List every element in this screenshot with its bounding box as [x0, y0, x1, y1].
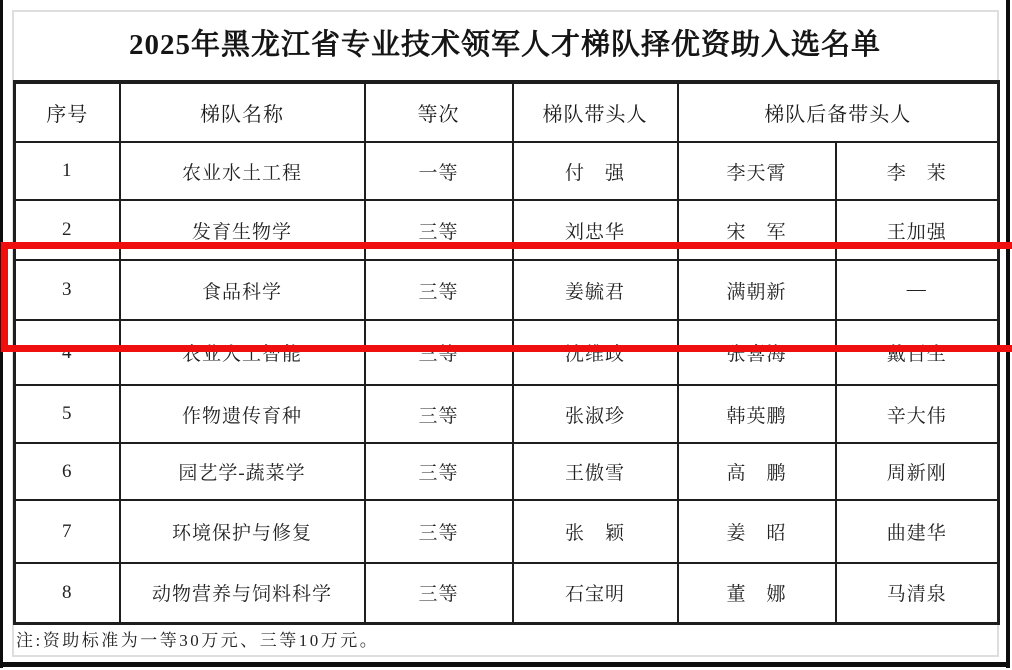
team-name: 发育生物学	[120, 200, 365, 260]
reserve-leader-2: —	[836, 260, 999, 320]
leader: 张淑珍	[513, 385, 678, 443]
row-index: 7	[15, 500, 120, 563]
grade: 三等	[365, 260, 513, 320]
funding-note: 注:资助标准为一等30万元、三等10万元。	[16, 631, 380, 650]
team-name: 园艺学-蔬菜学	[120, 443, 365, 500]
red-highlight-box	[1, 242, 1012, 352]
table-row	[15, 443, 999, 500]
grade: 三等	[365, 563, 513, 623]
team-name: 农业人工智能	[120, 320, 365, 385]
reserve-leader-2: 马清泉	[836, 563, 999, 623]
row-index: 2	[15, 200, 120, 260]
reserve-leader-2: 曲建华	[836, 500, 999, 563]
header-index: 序号	[15, 82, 120, 142]
table-row	[15, 500, 999, 563]
header-reserve-leaders: 梯队后备带头人	[678, 82, 999, 142]
reserve-leader-1: 满朝新	[678, 260, 836, 320]
row-index: 6	[15, 443, 120, 500]
grade: 三等	[365, 500, 513, 563]
reserve-leader-1: 韩英鹏	[678, 385, 836, 443]
row-index: 8	[15, 563, 120, 623]
row-index: 4	[15, 320, 120, 385]
reserve-leader-1: 姜 昭	[678, 500, 836, 563]
reserve-leader-1: 张喜海	[678, 320, 836, 385]
reserve-leader-2: 李 茉	[836, 142, 999, 200]
team-name: 农业水土工程	[120, 142, 365, 200]
header-leader: 梯队带头人	[513, 82, 678, 142]
team-name: 动物营养与饲料科学	[120, 563, 365, 623]
talent-roster-table	[13, 80, 1000, 625]
table-row	[15, 563, 999, 623]
leader: 沈维政	[513, 320, 678, 385]
team-name: 食品科学	[120, 260, 365, 320]
reserve-leader-1: 高 鹏	[678, 443, 836, 500]
reserve-leader-2: 辛大伟	[836, 385, 999, 443]
leader: 王傲雪	[513, 443, 678, 500]
table-row	[15, 385, 999, 443]
leader: 付 强	[513, 142, 678, 200]
row-index: 5	[15, 385, 120, 443]
header-team-name: 梯队名称	[120, 82, 365, 142]
reserve-leader-2: 王加强	[836, 200, 999, 260]
row-index: 3	[15, 260, 120, 320]
grade: 三等	[365, 385, 513, 443]
table-row	[15, 142, 999, 200]
leader: 石宝明	[513, 563, 678, 623]
reserve-leader-2: 戴百生	[836, 320, 999, 385]
grade: 三等	[365, 443, 513, 500]
team-name: 环境保护与修复	[120, 500, 365, 563]
row-index: 1	[15, 142, 120, 200]
leader: 刘忠华	[513, 200, 678, 260]
reserve-leader-1: 宋 军	[678, 200, 836, 260]
reserve-leader-1: 董 娜	[678, 563, 836, 623]
grade: 一等	[365, 142, 513, 200]
reserve-leader-2: 周新刚	[836, 443, 999, 500]
grade: 三等	[365, 320, 513, 385]
table-header-row	[15, 82, 999, 142]
grade: 三等	[365, 200, 513, 260]
header-grade: 等次	[365, 82, 513, 142]
leader: 姜毓君	[513, 260, 678, 320]
document-title: 2025年黑龙江省专业技术领军人才梯队择优资助入选名单	[128, 29, 881, 61]
team-name: 作物遗传育种	[120, 385, 365, 443]
leader: 张 颖	[513, 500, 678, 563]
reserve-leader-1: 李天霄	[678, 142, 836, 200]
scan-edge-bottom	[0, 662, 1010, 667]
